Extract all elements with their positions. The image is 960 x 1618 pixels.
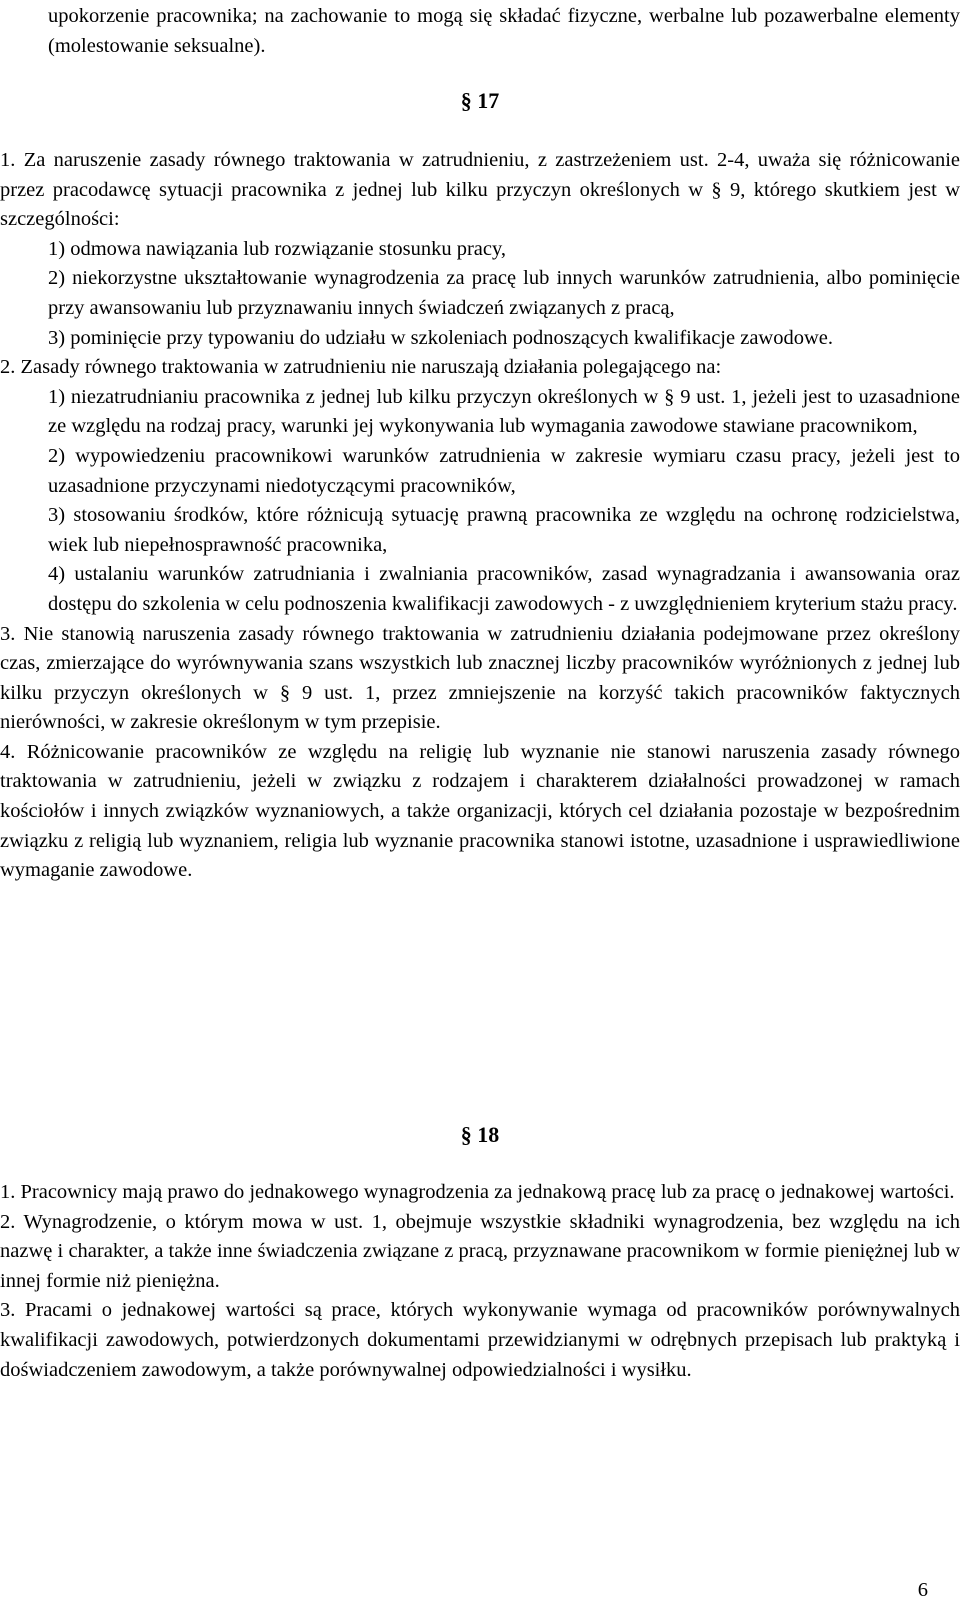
section-17-paragraph-4: 4. Różnicowanie pracowników ze względu na religię lub wyznanie nie stanowi naruszenia zasady równego traktowania w zatrudnieniu, jeżeli w związku z rodzajem i charakterem działalności prowadzonej w ramach kościołów i innych związków wyznaniowych, a także organizacji, których cel działania pozostaje w bezpośrednim związku z religią lub wyznaniem, religia lub wyznanie pracownika stanowi istotne, uzasadnione i usprawiedliwione wymaganie zawodowe.	[0, 740, 960, 882]
section-17-item-1-2: 2) niekorzystne ukształtowanie wynagrodzenia za pracę lub innych warunków zatrudnienia, albo pominięcie przy awansowaniu lub przyznawaniu innych świadczeń związanych z pracą,	[48, 267, 960, 319]
section-17-paragraph-2: 2. Zasady równego traktowania w zatrudnieniu nie naruszają działania polegającego na:	[0, 356, 722, 379]
section-17-heading: § 17	[460, 88, 500, 113]
section-17-body	[0, 146, 960, 886]
section-17-item-2-3: 3) stosowaniu środków, które różnicują sytuację prawną pracownika ze względu na ochronę rodzicielstwa, wiek lub niepełnosprawność pracownika,	[48, 504, 960, 556]
section-17-item-1-1: 1) odmowa nawiązania lub rozwiązanie stosunku pracy,	[48, 237, 507, 260]
section-17-paragraph-1: 1. Za naruszenie zasady równego traktowania w zatrudnieniu, z zastrzeżeniem ust. 2-4, uważa się różnicowanie przez pracodawcę sytuacji pracownika z jednej lub kilku przyczyn określonych w § 9, którego skutkiem jest w szczególności:	[0, 149, 960, 231]
section-18-paragraph-3: 3. Pracami o jednakowej wartości są prace, których wykonywanie wymaga od pracowników porównywalnych kwalifikacji zawodowych, potwierdzonych dokumentami przewidzianymi w odrębnych przepisach lub praktyką i doświadczeniem zawodowym, a także porównywalnej odpowiedzialności i wysiłku.	[0, 1299, 960, 1381]
section-17-item-2-1: 1) niezatrudnianiu pracownika z jednej lub kilku przyczyn określonych w § 9 ust. 1, jeżeli jest to uzasadnione ze względu na rodzaj pracy, warunki jej wykonywania lub wymagania zawodowe stawiane pracownikom,	[48, 385, 960, 438]
section-17-item-1-3: 3) pominięcie przy typowaniu do udziału w szkoleniach podnoszących kwalifikacje zawodowe.	[48, 326, 833, 349]
section-17-item-2-2: 2) wypowiedzeniu pracownikowi warunków zatrudnienia w zakresie wymiaru czasu pracy, jeżeli jest to uzasadnione przyczynami niedotyczącymi pracowników,	[48, 444, 960, 497]
intro-paragraph: upokorzenie pracownika; na zachowanie to mogą się składać fizyczne, werbalne lub pozawerbalne elementy (molestowanie seksualne).	[48, 5, 960, 57]
section-18-body	[0, 1178, 960, 1385]
section-17-item-2-4: 4) ustalaniu warunków zatrudniania i zwalniania pracowników, zasad wynagradzania i awansowania oraz dostępu do szkolenia w celu podnoszenia kwalifikacji zawodowych - z uwzględnieniem kryterium stażu pracy.	[48, 563, 960, 615]
page-number: 6	[917, 1579, 928, 1601]
section-18-paragraph-2: 2. Wynagrodzenie, o którym mowa w ust. 1, obejmuje wszystkie składniki wynagrodzenia, bez względu na ich nazwę i charakter, a także inne świadczenia związane z pracą, przyznawane pracownikom w formie pieniężnej lub w innej formie niż pieniężna.	[0, 1210, 960, 1292]
intro-block	[0, 2, 960, 61]
section-17-paragraph-3: 3. Nie stanowią naruszenia zasady równego traktowania w zatrudnieniu działania podejmowane przez określony czas, zmierzające do wyrównywania szans wszystkich lub znacznej liczby pracowników wyróżnionych z jednej lub kilku przyczyn określonych w § 9 ust. 1, przez zmniejszenie na korzyść takich pracowników faktycznych nierówności, w zakresie określonym w tym przepisie.	[0, 622, 960, 734]
section-18-heading-block	[0, 1120, 960, 1150]
section-18-heading: § 18	[460, 1122, 500, 1147]
section-17-heading-block	[0, 86, 960, 116]
section-18-paragraph-1: 1. Pracownicy mają prawo do jednakowego wynagrodzenia za jednakową pracę lub za pracę o jednakowej wartości.	[0, 1181, 955, 1203]
